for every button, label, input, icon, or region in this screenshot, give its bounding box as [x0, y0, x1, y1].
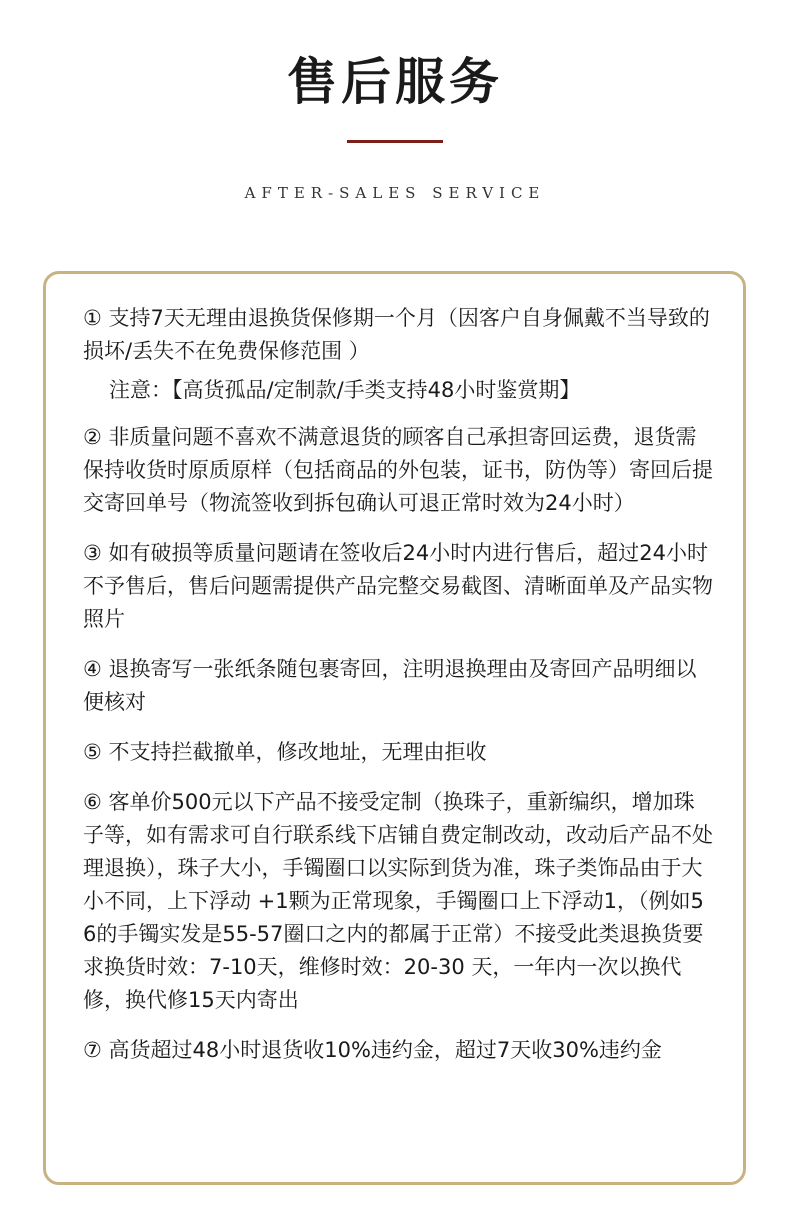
page-title: 售后服务 [287, 52, 503, 111]
policy-item-4: ④ 退换寄写一张纸条随包裹寄回，注明退换理由及寄回产品明细以便核对 [83, 657, 697, 714]
policy-item-5: ⑤ 不支持拦截撤单，修改地址，无理由拒收 [83, 740, 487, 764]
policy-note: 注意：【高货孤品/定制款/手类支持48小时鉴赏期】 [109, 378, 581, 402]
policy-item-1: ① 支持7天无理由退换货保修期一个月（因客户自身佩戴不当导致的损坏/丢失不在免费保修范围 ） [83, 306, 710, 363]
policy-card [43, 271, 746, 1185]
page-subtitle: AFTER-SALES SERVICE [244, 184, 546, 202]
policy-item-7: ⑦ 高货超过48小时退货收10%违约金，超过7天收30%违约金 [83, 1038, 662, 1062]
policy-list [83, 302, 715, 1067]
policy-item-6: ⑥ 客单价500元以下产品不接受定制（换珠子，重新编织，增加珠子等，如有需求可自行联系线下店铺自费定制改动，改动后产品不处理退换），珠子大小，手镯圈口以实际到货为准，珠子类饰品由于大小不同，上下浮动 +1颗为正常现象，手镯圈口上下浮动1，（例如56的手镯实发是55-57圈口之内的都属于正常）不接受此类退换货要求换货时效：7-10天，维修时效：20-30 天，一年内一次以换代修，换代修15天内寄出 [83, 790, 713, 1012]
policy-item-3: ③ 如有破损等质量问题请在签收后24小时内进行售后，超过24小时不予售后，售后问题需提供产品完整交易截图、清晰面单及产品实物照片 [83, 541, 713, 631]
title-divider [347, 140, 443, 143]
policy-item-2: ② 非质量问题不喜欢不满意退货的顾客自己承担寄回运费，退货需保持收货时原质原样（包括商品的外包装，证书，防伪等）寄回后提交寄回单号（物流签收到拆包确认可退正常时效为24小时） [83, 425, 713, 515]
